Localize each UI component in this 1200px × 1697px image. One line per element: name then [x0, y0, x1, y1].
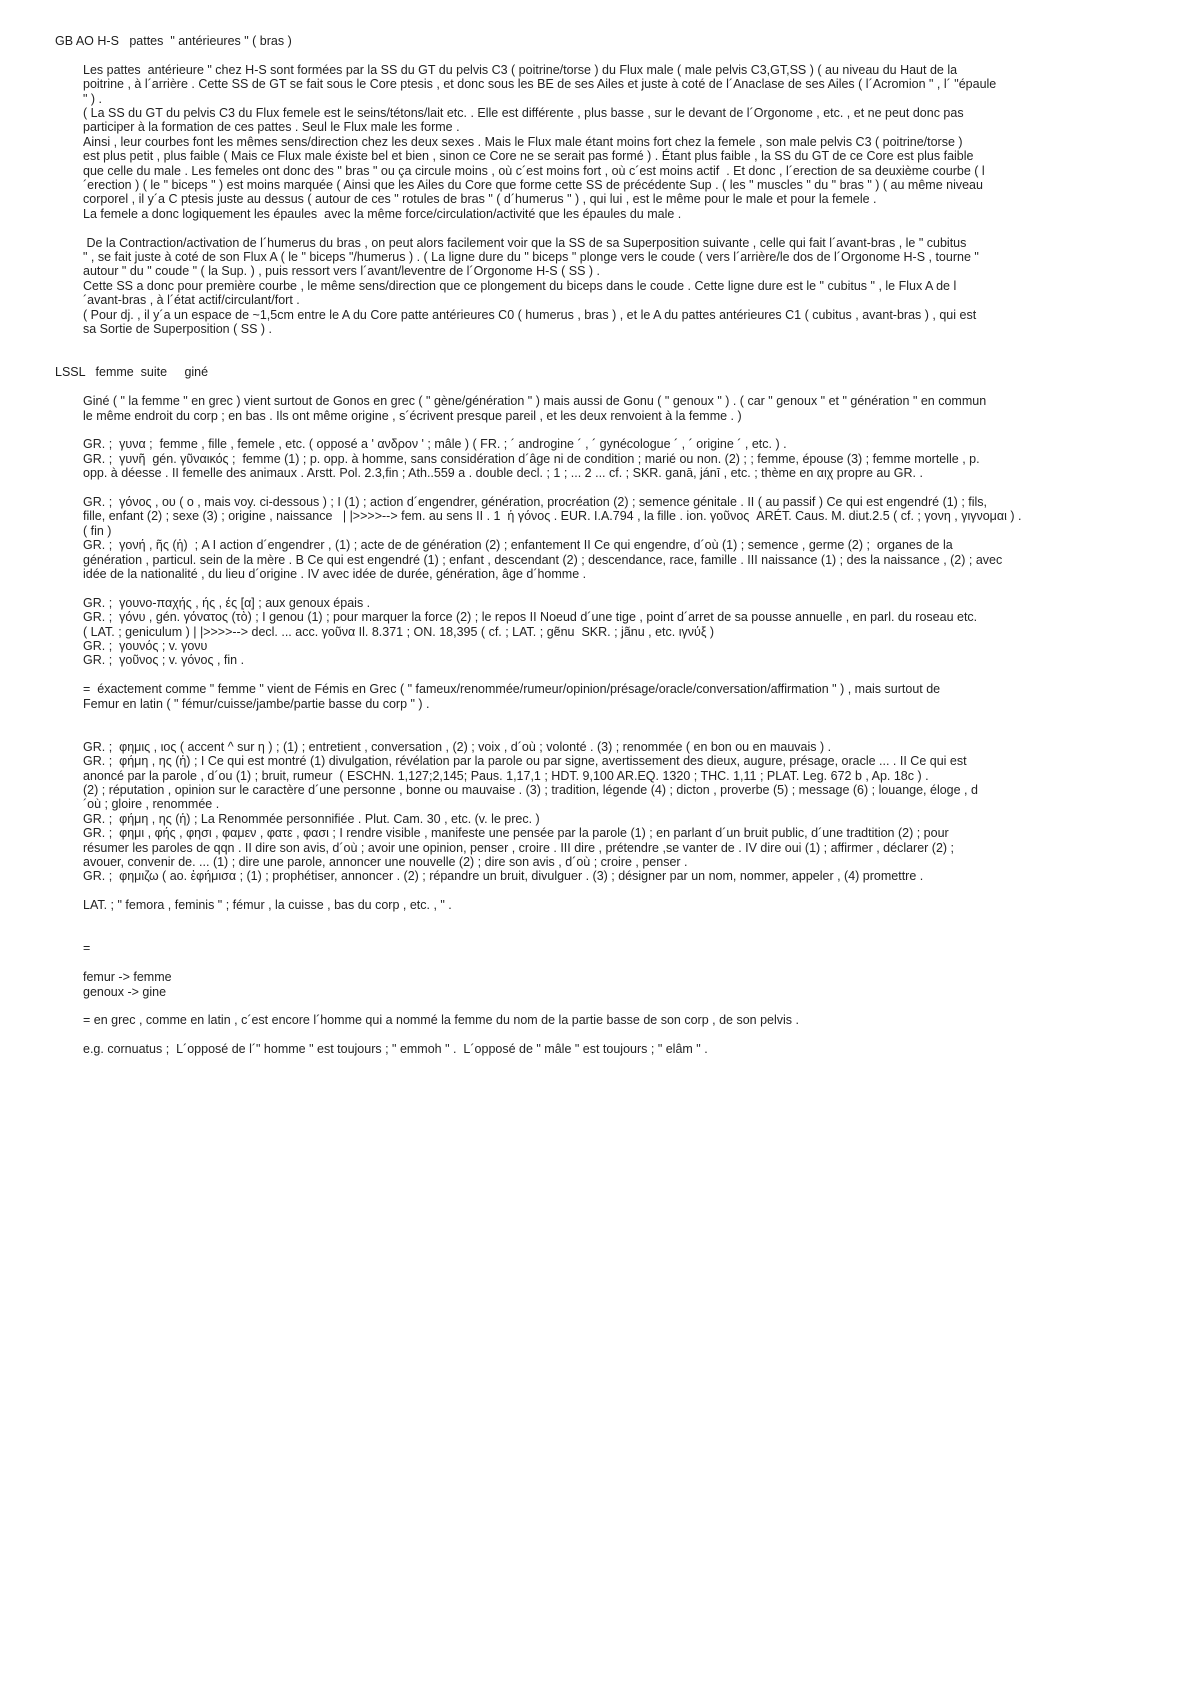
- text-line: ( La SS du GT du pelvis C3 du Flux femele est le seins/tétons/lait etc. . Elle est différente , plus basse , sur le devant de l´Orgonome , etc. , et ne peut donc pas: [83, 106, 964, 121]
- text-line: Ainsi , leur courbes font les mêmes sens/direction chez les deux sexes . Mais le Flux male étant moins fort chez la femele , son male pelvis C3 ( poitrine/torse ): [83, 134, 963, 149]
- text-line: GR. ; γοῦνος ; v. γόνος , fin .: [83, 653, 245, 668]
- text-line: Cette SS a donc pour première courbe , le même sens/direction que ce plongement du biceps dans le coude . Cette ligne dure est le " cubitus " , le Flux A de l: [83, 278, 957, 293]
- text-line: e.g. cornuatus ; L´opposé de l´" homme " est toujours ; " emmoh " . L´opposé de " mâle " est toujours ; " elâm " .: [83, 1042, 708, 1057]
- text-line: ( Pour dj. , il y´a un espace de ~1,5cm entre le A du Core patte antérieures C0 ( humerus , bras ) , et le A du pattes antérieures C1 ( cubitus , avant-bras ) , qui est: [83, 307, 977, 322]
- text-line: fille, enfant (2) ; sexe (3) ; origine , naissance | |>>>>--> fem. au sens II . 1 ἡ γόνος . EUR. I.A.794 , la fille . ion. γοῦνος ARÉT. Caus. M. diut.2.5 ( cf. ; γονη , γιγνομαι ) .: [83, 509, 1022, 524]
- text-line: GR. ; γουνο-παχής , ής , ές [α] ; aux genoux épais .: [83, 595, 371, 610]
- section-heading: LSSL femme suite giné: [55, 365, 209, 380]
- paragraph-block: [83, 63, 1160, 337]
- text-line: résumer les paroles de qqn . II dire son avis, d´où ; avoir une opinion, penser , croire . III dire , prétendre ,se vanter de . IV dire oui (1) ; affirmer , déclarer (2) ;: [83, 840, 955, 855]
- text-line: [83, 725, 1160, 739]
- blank-space: [55, 337, 56, 366]
- text-line: ( LAT. ; geniculum ) | |>>>>--> decl. ... acc. γοῦνα Il. 8.371 ; ON. 18,395 ( cf. ; LAT. ; gẽnu SKR. ; jãnu , etc. ιγνύξ ): [83, 624, 715, 639]
- text-line: ( fin ): [83, 523, 112, 538]
- text-line: LAT. ; " femora , feminis " ; fémur , la cuisse , bas du corp , etc. , " .: [83, 898, 452, 913]
- text-line: opp. à déesse . II femelle des animaux . Arstt. Pol. 2.3,fin ; Ath..559 a . double decl. ; 1 ; ... 2 ... cf. ; SKR. ganā, jánī , etc. ; thème en αιχ propre au GR. .: [83, 466, 923, 481]
- text-line: " , se fait juste à coté de son Flux A ( le " biceps "/humerus ) . ( La ligne dure du " biceps " plonge vers le coude ( vers l´arrière/le dos de l´Orgonome H-S , tourne ": [83, 250, 979, 265]
- section-heading: GB AO H-S pattes " antérieures " ( bras ): [55, 34, 292, 48]
- text-line: Les pattes antérieure " chez H-S sont formées par la SS du GT du pelvis C3 ( poitrine/torse ) du Flux male ( male pelvis C3,GT,SS ) ( au niveau du Haut de la: [83, 62, 958, 77]
- text-line: De la Contraction/activation de l´humerus du bras , on peut alors facilement voir que la SS de sa Superposition suivante , celle qui fait l´avant-bras , le " cubitus: [83, 235, 967, 250]
- text-line: GR. ; φημιζω ( ao. ἐφήμισα ; (1) ; prophétiser, annoncer . (2) ; répandre un bruit, divulguer . (3) ; désigner par un nom, nommer, appeler , (4) promettre .: [83, 869, 924, 884]
- paragraph-block: [83, 394, 1160, 1057]
- text-line: GR. ; γουνός ; v. γονυ: [83, 638, 208, 653]
- text-line: [83, 927, 1160, 941]
- text-line: = éxactement comme " femme " vient de Fémis en Grec ( " fameux/renommée/rumeur/opinion/présage/oracle/conversation/affirmation " ) , mais surtout de: [83, 682, 941, 697]
- text-line: genoux -> gine: [83, 984, 167, 999]
- text-line: La femele a donc logiquement les épaules avec la même force/circulation/activité que les épaules du male .: [83, 206, 682, 221]
- blank-space: [55, 380, 56, 394]
- text-line: [83, 1028, 1160, 1042]
- text-line: = en grec , comme en latin , c´est encore l´homme qui a nommé la femme du nom de la partie basse de son corp , de son pelvis .: [83, 1013, 799, 1028]
- text-line: ´où ; gloire , renommée .: [83, 797, 220, 812]
- text-line: GR. ; φημις , ιος ( accent ^ sur η ) ; (1) ; entretient , conversation , (2) ; voix , d´où ; volonté . (3) ; renommée ( en bon ou en mauvais ) .: [83, 739, 832, 754]
- text-line: ´erection ) ( le " biceps " ) est moins marquée ( Ainsi que les Ailes du Core que forme cette SS de précédente Sup . ( les " muscles " du " bras " ) ( au même niveau: [83, 178, 983, 193]
- text-line: GR. ; γονή , ῆς (ἡ) ; A I action d´engendrer , (1) ; acte de de génération (2) ; enfantement II Ce qui engendre, d´où (1) ; semence , germe (2) ; organes de la: [83, 538, 953, 553]
- text-line: GR. ; γόνυ , gén. γόνατος (τὸ) ; I genou (1) ; pour marquer la force (2) ; le repos II Noeud d´une tige , point d´arret de sa pousse annuelle , en parl. du roseau etc.: [83, 610, 978, 625]
- text-line: GR. ; γυνῆ gén. γῦναικός ; femme (1) ; p. opp. à homme, sans considération d´âge ni de condition ; marié ou non. (2) ; ; femme, épouse (3) ; femme mortelle , p.: [83, 451, 980, 466]
- text-line: GR. ; γόνος , ου ( ο , mais voy. ci-dessous ) ; I (1) ; action d´engendrer, génération, procréation (2) ; semence génitale . II ( au passif ) Ce qui est engendré (1) ; fils,: [83, 494, 988, 509]
- text-line: [83, 481, 1160, 495]
- text-line: idée de la nationalité , du lieu d´origine . IV avec idée de durée, génération, âge d´homme .: [83, 566, 587, 581]
- text-line: le même endroit du corp ; en bas . Ils ont même origine , s´écrivent presque pareil , et les deux renvoient à la femme . ): [83, 408, 742, 423]
- text-line: Giné ( " la femme " en grec ) vient surtout de Gonos en grec ( " gène/génération " ) mais aussi de Gonu ( " genoux " ) . ( car " genoux " et " génération " en commun: [83, 394, 987, 409]
- text-line: ´avant-bras , à l´état actif/circulant/fort .: [83, 293, 300, 308]
- text-line: [83, 423, 1160, 437]
- text-line: Femur en latin ( " fémur/cuisse/jambe/partie basse du corp " ) .: [83, 696, 430, 711]
- text-line: corporel , il y´a C ptesis juste au dessus ( autour de ces " rotules de bras " ( d´humerus " ) , qui lui , est le même pour le male et pour la femele .: [83, 192, 877, 207]
- text-line: poitrine , à l´arrière . Cette SS de GT se fait sous le Core ptesis , et donc sous les BE de ses Ailes et juste à coté de l´Anaclase de ses Ailes ( l´Acromion " , l´ "épaule: [83, 77, 997, 92]
- text-line: GR. ; φήμη , ης (ἡ) ; La Renommée personnifiée . Plut. Cam. 30 , etc. (v. le prec. ): [83, 811, 540, 826]
- text-line: femur -> femme: [83, 970, 172, 985]
- text-line: [83, 956, 1160, 970]
- text-line: [83, 711, 1160, 725]
- text-line: (2) ; réputation , opinion sur le caractère d´une personne , bonne ou mauvaise . (3) ; tradition, légende (4) ; dicton , proverbe (5) ; message (6) ; louange, éloge , d: [83, 782, 978, 797]
- text-line: est plus petit , plus faible ( Mais ce Flux male éxiste bel et bien , sinon ce Core ne se serait pas formé ) . Étant plus faible , la SS du GT de ce Core est plus faible: [83, 149, 974, 164]
- text-line: sa Sortie de Superposition ( SS ) .: [83, 322, 272, 337]
- text-line: génération , particul. sein de la mère . B Ce qui est engendré (1) ; enfant , descendant (2) ; descendance, race, famille . III naissance (1) ; des la naissance , (2) ; avec: [83, 552, 1003, 567]
- blank-space: [55, 48, 56, 62]
- text-line: que celle du male . Les femeles ont donc des " bras " ou ça circule moins , où c´est moins fort , où c´est moins actif . Et donc , l´erection de sa deuxième courbe ( l: [83, 163, 985, 178]
- text-line: anoncé par la parole , d´ou (1) ; bruit, rumeur ( ESCHN. 1,127;2,145; Paus. 1,17,1 ; HDT. 9,100 AR.EQ. 1320 ; THC. 1,11 ; PLAT. Leg. 672 b , Ap. 18c ) .: [83, 768, 929, 783]
- text-line: [83, 581, 1160, 595]
- text-line: [83, 221, 1160, 235]
- text-line: [83, 913, 1160, 927]
- text-line: [83, 884, 1160, 898]
- text-line: " ) .: [83, 91, 103, 106]
- text-line: autour " du " coude " ( la Sup. ) , puis ressort vers l´avant/leventre de l´Orgonome H-S ( SS ) .: [83, 264, 600, 279]
- text-line: GR. ; φημι , φής , φησι , φαμεν , φατε , φασι ; I rendre visible , manifeste une pensée par la parole (1) ; en parlant d´un bruit public, d´une tradtition (2) ; pour: [83, 826, 949, 841]
- text-line: participer à la formation de ces pattes . Seul le Flux male les forme .: [83, 120, 460, 135]
- text-line: [83, 999, 1160, 1013]
- text-line: GR. ; φήμη , ης (ἡ) ; I Ce qui est montré (1) divulgation, révélation par la parole ou par signe, avertissement des dieux, augure, présage, oracle ... . II Ce qui est: [83, 754, 967, 769]
- text-line: GR. ; γυνα ; femme , fille , femele , etc. ( opposé a ' ανδρον ' ; mâle ) ( FR. ; ´ androgine ´ , ´ gynécologue ´ , ´ origine ´ , etc. ) .: [83, 437, 787, 452]
- text-line: =: [83, 941, 91, 956]
- text-line: [83, 668, 1160, 682]
- text-line: avouer, convenir de. ... (1) ; dire une parole, annoncer une nouvelle (2) ; dire son avis , d´où ; croire , penser .: [83, 855, 688, 869]
